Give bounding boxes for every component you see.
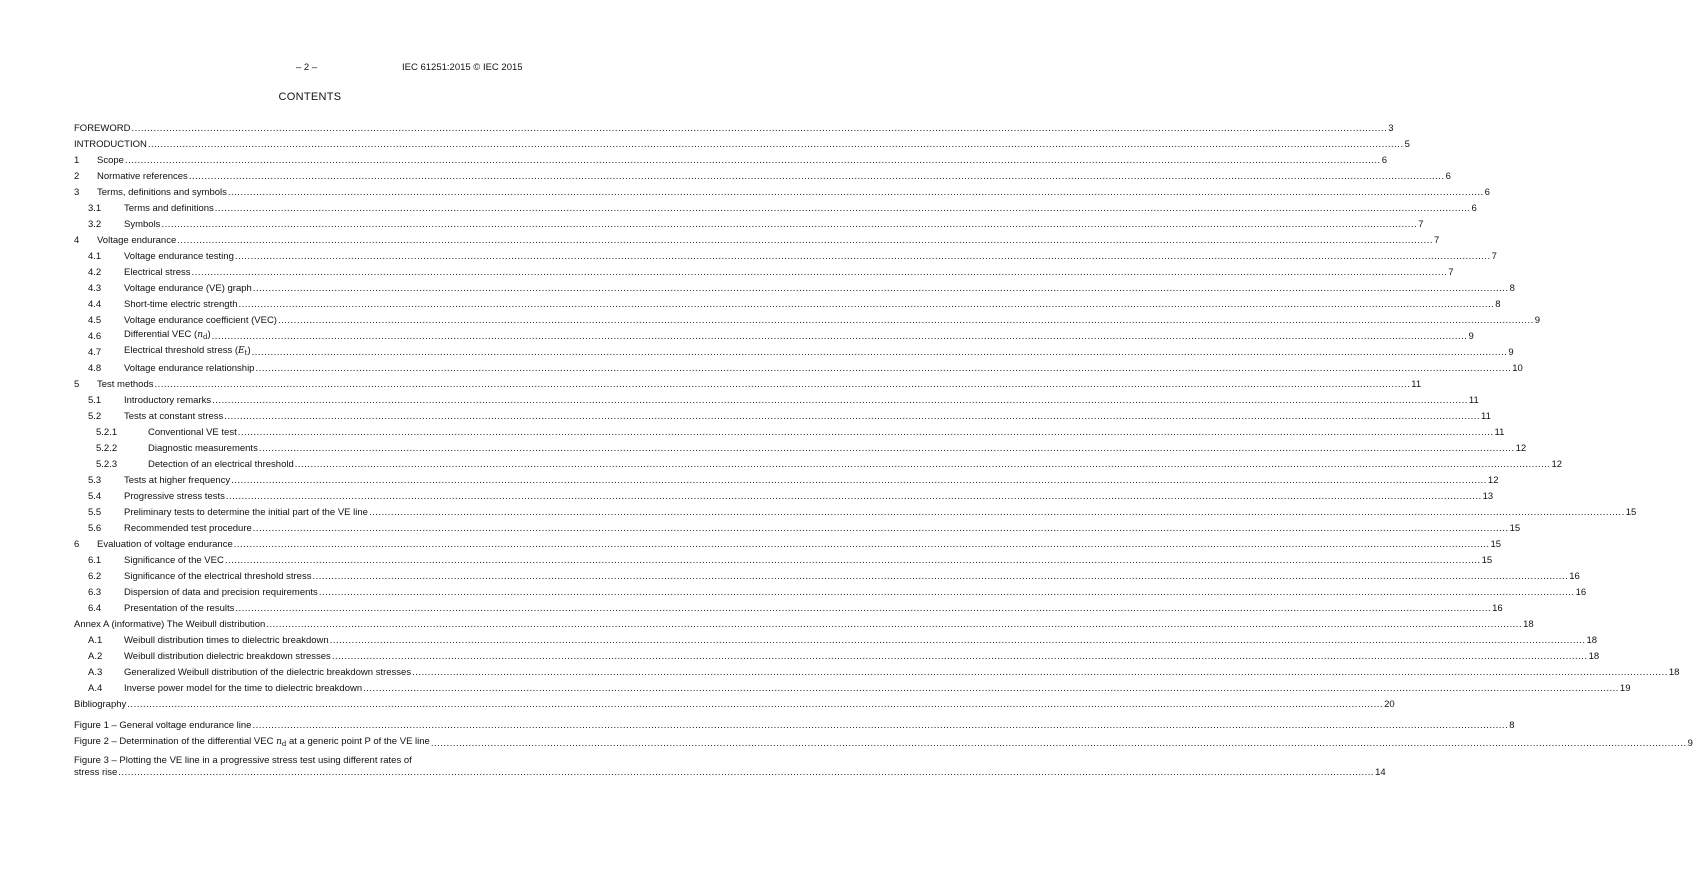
toc-entry[interactable] — [74, 682, 1631, 695]
toc-title — [97, 155, 124, 167]
dot-leader: ................................................................................................................................................................................................................................................................................................................................................................................................................ — [118, 767, 1375, 778]
toc-title — [124, 635, 329, 647]
toc-title-text: Test methods — [97, 379, 154, 390]
dot-leader: ................................................................................................................................................................................................................................................................................................................................................................................................................ — [329, 635, 1586, 646]
toc-title — [97, 235, 176, 247]
toc-page-number: 14 — [1375, 767, 1386, 778]
toc-page-number: 13 — [1482, 491, 1494, 502]
dot-leader: ................................................................................................................................................................................................................................................................................................................................................................................................................ — [224, 411, 1481, 422]
toc-number: 6.3 — [88, 587, 102, 598]
toc-title-text: Voltage endurance relationship — [124, 363, 255, 374]
toc-title: Electrical threshold stress $(E_t)$ — [124, 345, 251, 357]
toc-title-text: Dispersion of data and precision requirements — [124, 587, 318, 598]
toc-title-text: Significance of the electrical threshold stress — [124, 571, 312, 582]
dot-leader: ................................................................................................................................................................................................................................................................................................................................................................................................................ — [363, 683, 1619, 694]
dot-leader: ................................................................................................................................................................................................................................................................................................................................................................................................................ — [161, 219, 1418, 230]
toc-page-number: 15 — [1490, 539, 1502, 550]
dot-leader: ................................................................................................................................................................................................................................................................................................................................................................................................................ — [412, 667, 1668, 678]
toc-number: 5.2 — [88, 411, 102, 422]
toc-title — [124, 315, 277, 327]
dot-leader: ................................................................................................................................................................................................................................................................................................................................................................................................................ — [214, 203, 1471, 214]
dot-leader: ................................................................................................................................................................................................................................................................................................................................................................................................................ — [131, 123, 1388, 134]
toc-title — [74, 720, 251, 732]
standard-reference: IEC 61251:2015 © IEC 2015 — [402, 62, 523, 73]
toc-number: 5.2.2 — [96, 443, 118, 454]
toc-number: 4.1 — [88, 251, 102, 262]
toc-number: 4.8 — [88, 363, 102, 374]
toc-title-text: Terms, definitions and symbols — [97, 187, 227, 198]
toc-page-number: 9 — [1468, 331, 1474, 342]
toc-title-text: Voltage endurance coefficient (VEC) — [124, 315, 277, 326]
toc-title — [97, 171, 188, 183]
toc-title — [74, 619, 265, 631]
page-number: – 2 – — [296, 62, 318, 73]
toc-entry[interactable] — [74, 378, 1422, 391]
toc-title — [124, 555, 224, 567]
toc-entry[interactable] — [74, 234, 1440, 247]
toc-entry[interactable] — [74, 186, 1490, 199]
toc-title — [97, 187, 227, 199]
toc-page-number: 8 — [1509, 720, 1515, 731]
toc-title — [124, 219, 160, 231]
toc-title-text: Voltage endurance testing — [124, 251, 234, 262]
toc-page-number: 18 — [1523, 619, 1534, 630]
toc-title-text: Terms and definitions — [124, 203, 214, 214]
dot-leader: ................................................................................................................................................................................................................................................................................................................................................................................................................ — [191, 267, 1448, 278]
toc-title — [97, 539, 233, 551]
toc-number: 5.2.1 — [96, 427, 118, 438]
toc-page-number: 11 — [1494, 427, 1505, 438]
math-variable: $E_t$ — [238, 346, 248, 357]
toc-page-number: 11 — [1411, 379, 1422, 390]
toc-title-text: Tests at higher frequency — [124, 475, 231, 486]
toc-number: 5.2.3 — [96, 459, 118, 470]
toc-page-number: 20 — [1384, 699, 1395, 710]
toc-entry[interactable] — [74, 154, 1387, 167]
dot-leader: ................................................................................................................................................................................................................................................................................................................................................................................................................ — [238, 299, 1495, 310]
dot-leader: ................................................................................................................................................................................................................................................................................................................................................................................................................ — [147, 139, 1404, 150]
toc-page-number: 15 — [1625, 507, 1637, 518]
toc-title — [124, 667, 411, 679]
toc-number: 5.5 — [88, 507, 102, 518]
toc-entry[interactable] — [74, 314, 1541, 327]
toc-number: 6.2 — [88, 571, 102, 582]
toc-page-number: 19 — [1619, 683, 1631, 694]
toc-entry[interactable] — [74, 394, 1479, 407]
toc-title-text: Voltage endurance — [97, 235, 177, 246]
toc-title — [148, 427, 237, 439]
toc-title-text: Weibull distribution times to dielectric breakdown — [124, 635, 329, 646]
toc-entry[interactable] — [74, 458, 1563, 471]
toc-page-number: 7 — [1434, 235, 1440, 246]
toc-entry[interactable] — [74, 538, 1502, 551]
toc-page-number: 5 — [1404, 139, 1410, 150]
toc-title — [148, 443, 258, 455]
dot-leader: ................................................................................................................................................................................................................................................................................................................................................................................................................ — [318, 587, 1575, 598]
toc-title-text: Significance of the VEC — [124, 555, 224, 566]
dot-leader: ................................................................................................................................................................................................................................................................................................................................................................................................................ — [312, 571, 1569, 582]
toc-title-text: Diagnostic measurements — [148, 443, 258, 454]
toc-page-number: 12 — [1551, 459, 1563, 470]
toc-entry[interactable] — [74, 218, 1424, 231]
toc-entry[interactable] — [74, 410, 1491, 423]
toc-entry[interactable] — [74, 426, 1505, 439]
toc-number: 2 — [74, 171, 80, 182]
toc-title-text: Scope — [97, 155, 124, 166]
toc-title-text: Bibliography — [74, 699, 127, 710]
toc-title — [124, 363, 254, 375]
dot-leader: ................................................................................................................................................................................................................................................................................................................................................................................................................ — [255, 363, 1512, 374]
toc-number: 6.4 — [88, 603, 102, 614]
toc-page-number: 8 — [1495, 299, 1501, 310]
toc-title — [124, 283, 252, 295]
toc-number: 4.2 — [88, 267, 102, 278]
dot-leader: ................................................................................................................................................................................................................................................................................................................................................................................................................ — [227, 187, 1484, 198]
toc-title-text: Detection of an electrical threshold — [148, 459, 294, 470]
toc-entry[interactable] — [74, 506, 1637, 519]
toc-page-number: 3 — [1388, 123, 1394, 134]
toc-title-text: Presentation of the results — [124, 603, 235, 614]
toc-entry[interactable] — [74, 202, 1477, 215]
toc-entry[interactable] — [74, 490, 1494, 503]
toc-title-text: Weibull distribution dielectric breakdown stresses — [124, 651, 331, 662]
toc-page-number: 6 — [1471, 203, 1477, 214]
toc-entry[interactable] — [74, 634, 1598, 647]
dot-leader: ................................................................................................................................................................................................................................................................................................................................................................................................................ — [154, 379, 1411, 390]
dot-leader: ................................................................................................................................................................................................................................................................................................................................................................................................................ — [368, 507, 1625, 518]
toc-title-text: Preliminary tests to determine the initial part of the VE line — [124, 507, 368, 518]
toc-title-text: Annex A (informative) The Weibull distribution — [74, 619, 266, 630]
dot-leader: ................................................................................................................................................................................................................................................................................................................................................................................................................ — [430, 738, 1687, 749]
toc-title — [124, 603, 234, 615]
toc-title — [124, 395, 211, 407]
contents-title: CONTENTS — [278, 91, 342, 103]
toc-page-number: 9 — [1508, 347, 1514, 358]
dot-leader: ................................................................................................................................................................................................................................................................................................................................................................................................................ — [251, 347, 1508, 358]
toc-entry[interactable] — [74, 170, 1451, 183]
toc-title-text: Evaluation of voltage endurance — [97, 539, 233, 550]
toc-page-number: 12 — [1487, 475, 1499, 486]
toc-number: 6 — [74, 539, 80, 550]
dot-leader: ................................................................................................................................................................................................................................................................................................................................................................................................................ — [237, 427, 1494, 438]
toc-title — [124, 411, 223, 423]
toc-number: A.3 — [88, 667, 103, 678]
toc-entry[interactable] — [74, 602, 1503, 615]
toc-entry[interactable] — [74, 282, 1515, 295]
toc-page-number: 6 — [1381, 155, 1387, 166]
toc-entry[interactable] — [74, 345, 1514, 359]
toc-page-number: 9 — [1534, 315, 1541, 326]
toc-number: A.2 — [88, 651, 103, 662]
dot-leader: ................................................................................................................................................................................................................................................................................................................................................................................................................ — [124, 155, 1381, 166]
toc-entry[interactable] — [74, 618, 1534, 631]
toc-page-number: 11 — [1468, 395, 1479, 406]
toc-title-text: INTRODUCTION — [74, 139, 147, 150]
toc-title-text: Progressive stress tests — [124, 491, 225, 502]
toc-page-number: 11 — [1481, 411, 1491, 422]
dot-leader: ................................................................................................................................................................................................................................................................................................................................................................................................................ — [266, 619, 1523, 630]
toc-title — [74, 699, 126, 711]
toc-page-number: 7 — [1418, 219, 1424, 230]
dot-leader: ................................................................................................................................................................................................................................................................................................................................................................................................................ — [233, 539, 1490, 550]
toc-title — [124, 507, 368, 519]
toc-title — [148, 459, 294, 471]
dot-leader: ................................................................................................................................................................................................................................................................................................................................................................................................................ — [127, 699, 1384, 710]
toc-entry[interactable] — [74, 298, 1501, 311]
toc-number: 4.6 — [88, 331, 102, 342]
figure-entry[interactable] — [74, 719, 1515, 732]
toc-entry[interactable] — [74, 586, 1587, 599]
dot-leader: ................................................................................................................................................................................................................................................................................................................................................................................................................ — [212, 395, 1468, 406]
toc-number: 3.1 — [88, 203, 102, 214]
dot-leader: ................................................................................................................................................................................................................................................................................................................................................................................................................ — [224, 555, 1481, 566]
toc-title: Figure 2 – Determination of the differential VEC $n_d$ at a generic point P of the VE line — [74, 736, 430, 748]
toc-number: 5.6 — [88, 523, 102, 534]
toc-page-number: 18 — [1588, 651, 1600, 662]
toc-page-number: 8 — [1509, 283, 1515, 294]
toc-title-text: Generalized Weibull distribution of the dielectric breakdown stresses — [124, 667, 412, 678]
toc-title — [124, 267, 191, 279]
dot-leader: ................................................................................................................................................................................................................................................................................................................................................................................................................ — [277, 315, 1534, 326]
toc-entry[interactable] — [74, 570, 1580, 583]
toc-title-text: Figure 2 – Determination of the differential VEC — [74, 736, 277, 747]
toc-title-text: Symbols — [124, 219, 161, 230]
toc-entry[interactable] — [74, 442, 1527, 455]
toc-page-number: 9 — [1687, 738, 1693, 749]
toc-page-number: 16 — [1569, 571, 1580, 582]
dot-leader: ................................................................................................................................................................................................................................................................................................................................................................................................................ — [294, 459, 1551, 470]
dot-leader: ................................................................................................................................................................................................................................................................................................................................................................................................................ — [188, 171, 1445, 182]
toc-number: 4.3 — [88, 283, 102, 294]
toc-entry[interactable] — [74, 666, 1680, 679]
toc-title-text: Electrical stress — [124, 267, 191, 278]
toc-page-number: 10 — [1512, 363, 1523, 374]
dot-leader: ................................................................................................................................................................................................................................................................................................................................................................................................................ — [331, 651, 1588, 662]
toc-number: A.4 — [88, 683, 103, 694]
toc-title-text: Introductory remarks — [124, 395, 212, 406]
dot-leader: ................................................................................................................................................................................................................................................................................................................................................................................................................ — [234, 251, 1491, 262]
toc-number: 4.4 — [88, 299, 102, 310]
figure-entry[interactable] — [74, 766, 1386, 779]
toc-number: 5.1 — [88, 395, 102, 406]
toc-entry[interactable] — [74, 138, 1410, 151]
toc-title — [124, 475, 230, 487]
toc-title — [124, 251, 234, 263]
toc-entry[interactable] — [74, 554, 1493, 567]
figure-entry-title-line1[interactable]: Figure 3 – Plotting the VE line in a progressive stress test using different rates of — [74, 755, 412, 766]
math-variable: $n_d$ — [276, 737, 287, 748]
toc-title-text: Recommended test procedure — [124, 523, 252, 534]
toc-title — [124, 651, 331, 663]
toc-page-number: 12 — [1515, 443, 1527, 454]
toc-entry[interactable] — [74, 698, 1395, 711]
toc-page-number: 16 — [1492, 603, 1503, 614]
toc-title — [74, 139, 147, 151]
toc-number: 5.3 — [88, 475, 102, 486]
toc-title-text: Short-time electric strength — [124, 299, 238, 310]
toc-title-text: Normative references — [97, 171, 188, 182]
toc-title-text: Electrical threshold stress ( — [124, 345, 239, 356]
toc-page-number: 7 — [1448, 267, 1454, 278]
toc-number: 4.5 — [88, 315, 102, 326]
dot-leader: ................................................................................................................................................................................................................................................................................................................................................................................................................ — [231, 475, 1487, 486]
dot-leader: ................................................................................................................................................................................................................................................................................................................................................................................................................ — [235, 603, 1492, 614]
toc-title: Differential VEC $(n_d)$ — [124, 329, 211, 341]
toc-entry[interactable] — [74, 122, 1394, 135]
toc-entry[interactable] — [74, 266, 1454, 279]
toc-page-number: 7 — [1491, 251, 1497, 262]
dot-leader: ................................................................................................................................................................................................................................................................................................................................................................................................................ — [258, 443, 1515, 454]
toc-title-text: Differential VEC ( — [124, 329, 198, 340]
toc-entry[interactable] — [74, 250, 1497, 263]
dot-leader: ................................................................................................................................................................................................................................................................................................................................................................................................................ — [225, 491, 1482, 502]
toc-number: 5 — [74, 379, 80, 390]
toc-page-number: 15 — [1481, 555, 1493, 566]
toc-title — [124, 571, 311, 583]
toc-title-text: Voltage endurance (VE) graph — [124, 283, 252, 294]
dot-leader: ................................................................................................................................................................................................................................................................................................................................................................................................................ — [252, 523, 1509, 534]
toc-page-number: 18 — [1668, 667, 1680, 678]
toc-title — [124, 491, 225, 503]
toc-title — [124, 299, 238, 311]
dot-leader: ................................................................................................................................................................................................................................................................................................................................................................................................................ — [177, 235, 1433, 246]
toc-number: 3 — [74, 187, 80, 198]
toc-title — [97, 379, 154, 391]
toc-entry[interactable] — [74, 362, 1523, 375]
math-variable: $n_d$ — [197, 330, 208, 341]
toc-title-text: Tests at constant stress — [124, 411, 224, 422]
toc-entry[interactable] — [74, 474, 1499, 487]
toc-title-text: Conventional VE test — [148, 427, 237, 438]
toc-number: 3.2 — [88, 219, 102, 230]
toc-entry[interactable] — [74, 329, 1474, 343]
toc-page-number: 15 — [1509, 523, 1521, 534]
toc-number: A.1 — [88, 635, 103, 646]
toc-title — [124, 683, 362, 695]
toc-title-text: stress rise — [74, 767, 118, 778]
toc-title — [124, 587, 318, 599]
toc-page-number: 6 — [1484, 187, 1490, 198]
figure-entry[interactable] — [74, 736, 1693, 750]
toc-number: 5.4 — [88, 491, 102, 502]
toc-title — [124, 203, 214, 215]
toc-title-text: FOREWORD — [74, 123, 131, 134]
toc-page-number: 18 — [1586, 635, 1598, 646]
toc-title-text: Inverse power model for the time to dielectric breakdown — [124, 683, 363, 694]
toc-number: 4.7 — [88, 347, 102, 358]
toc-page-number: 16 — [1575, 587, 1587, 598]
toc-title — [74, 123, 130, 135]
toc-number: 4 — [74, 235, 80, 246]
dot-leader: ................................................................................................................................................................................................................................................................................................................................................................................................................ — [252, 283, 1509, 294]
dot-leader: ................................................................................................................................................................................................................................................................................................................................................................................................................ — [211, 331, 1468, 342]
toc-title-text: Figure 1 – General voltage endurance line — [74, 720, 252, 731]
toc-entry[interactable] — [74, 522, 1521, 535]
toc-number: 6.1 — [88, 555, 102, 566]
toc-page-number: 6 — [1445, 171, 1451, 182]
toc-entry[interactable] — [74, 650, 1600, 663]
toc-title — [124, 523, 252, 535]
toc-number: 1 — [74, 155, 80, 166]
dot-leader: ................................................................................................................................................................................................................................................................................................................................................................................................................ — [252, 720, 1509, 731]
